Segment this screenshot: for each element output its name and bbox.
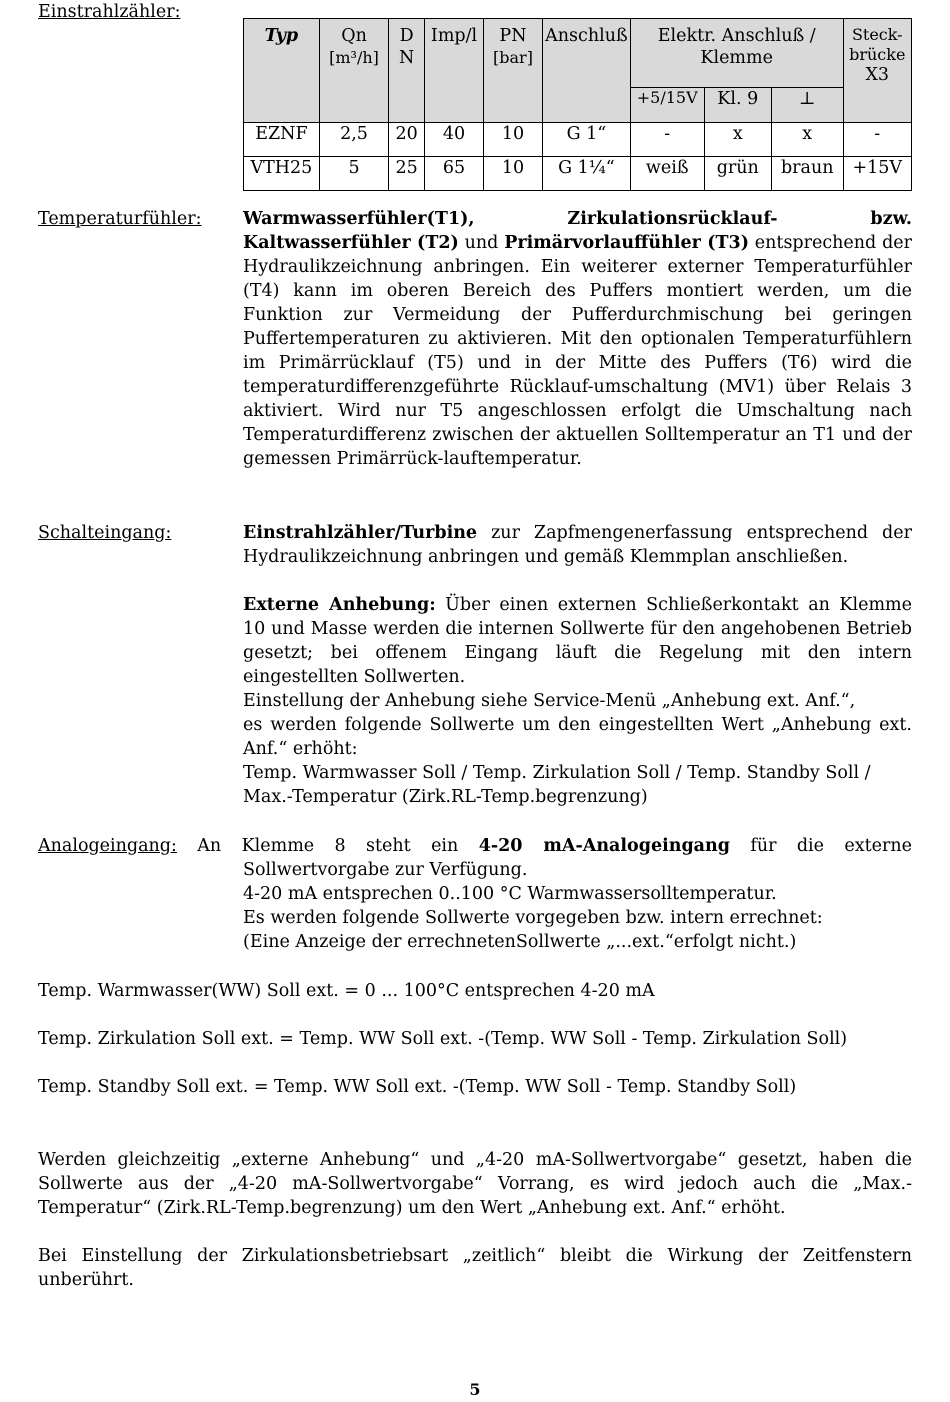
- meter-spec-table: [243, 18, 912, 191]
- table-cell: 25: [389, 157, 425, 191]
- header-sub-ground: ⊥: [771, 88, 843, 123]
- table-cell: braun: [771, 157, 843, 191]
- section-heading-einstrahlzaehler: Einstrahlzähler:: [38, 2, 181, 22]
- table-cell: EZNF: [244, 123, 320, 157]
- label-temperaturfuehler: Temperaturfühler:: [38, 209, 202, 229]
- header-dn: D N: [389, 19, 425, 123]
- paragraph-temperaturfuehler: Warmwasserfühler(T1), Zirkulationsrücklauf- bzw. Kaltwasserfühler (T2) und Primärvorlauffühler (T3) entsprechend der Hydraulikzeichnung anbringen. Ein weiterer externer Temperaturfühler (T4) kann im oberen Bereich des Puffers montiert werden, um die Funktion zur Vermeidung der Pufferdurchmischung bei geringen Puffertemperaturen zu aktivieren. Mit den optionalen Temperaturfühlern im Primärrücklauf (T5) und in der Mitte des Puffers (T6) wird die temperaturdifferenzgeführte Rücklauf-umschaltung (MV1) über Relais 3 aktiviert. Wird nur T5 angeschlossen erfolgt die Umschaltung nach Temperaturdifferenz zwischen der aktuellen Solltemperatur an T1 und der gemessen Primärrück-lauftemperatur.: [243, 209, 912, 469]
- text-analog-line5: (Eine Anzeige der errechnetenSollwerte „...ext.“erfolgt nicht.): [243, 932, 797, 952]
- table-row: [244, 123, 912, 157]
- text-sollwert-liste: Temp. Warmwasser Soll / Temp. Zirkulation Soll / Temp. Standby Soll / Max.-Temperatur (Zirk.RL-Temp.begrenzung): [243, 763, 871, 807]
- table-cell: x: [704, 123, 771, 157]
- header-anschluss: Anschluß: [542, 19, 630, 123]
- table-cell: VTH25: [244, 157, 320, 191]
- paragraph-vorrang: Werden gleichzeitig „externe Anhebung“ und „4-20 mA-Sollwertvorgabe“ gesetzt, haben die Sollwerte aus der „4-20 mA-Sollwertvorgabe“ Vorrang, es wird jedoch auch die „Max.-Temperatur“ (Zirk.RL-Temp.begrenzung) um den Wert „Anhebung ext. Anf.“ erhöht.: [38, 1150, 912, 1218]
- table-cell: 65: [425, 157, 484, 191]
- header-elektr-anschluss: Elektr. Anschluß / Klemme: [630, 19, 843, 88]
- text-analog-line2: Sollwertvorgabe zur Verfügung.: [243, 860, 528, 880]
- table-cell: x: [771, 123, 843, 157]
- text-analog-line3: 4-20 mA entsprechen 0..100 °C Warmwassersolltemperatur.: [243, 884, 777, 904]
- table-cell: G 1“: [542, 123, 630, 157]
- text-einstellung-anhebung: Einstellung der Anhebung siehe Service-Menü „Anhebung ext. Anf.“,: [243, 691, 856, 711]
- header-pn: PN [bar]: [484, 19, 543, 123]
- table-cell: 10: [484, 157, 543, 191]
- header-imp: Imp/l: [425, 19, 484, 123]
- header-typ: Typ: [244, 19, 320, 123]
- text-sollwerte-erhoeht: es werden folgende Sollwerte um den eingestellten Wert „Anhebung ext. Anf.“ erhöht:: [243, 715, 912, 759]
- table-cell: 2,5: [319, 123, 388, 157]
- table-cell: -: [630, 123, 704, 157]
- table-cell: G 1¼“: [542, 157, 630, 191]
- text-analog-line4: Es werden folgende Sollwerte vorgegeben bzw. intern errechnet:: [243, 908, 823, 928]
- label-analogeingang: Analogeingang:: [38, 836, 177, 856]
- page-number: 5: [469, 1380, 481, 1399]
- formula-standby: Temp. Standby Soll ext. = Temp. WW Soll ext. -(Temp. WW Soll - Temp. Standby Soll): [38, 1077, 797, 1097]
- paragraph-externe-anhebung: Externe Anhebung: Über einen externen Schließerkontakt an Klemme 10 und Masse werden die internen Sollwerte für den angehobenen Betrieb gesetzt; bei offenem Eingang läuft die Regelung mit den intern eingestellten Sollwerten.: [243, 595, 912, 687]
- paragraph-einstrahlzaehler-turbine: Einstrahlzähler/Turbine zur Zapfmengenerfassung entsprechend der Hydraulikzeichnung anbringen und gemäß Klemmplan anschließen.: [243, 523, 912, 567]
- header-sub-kl9: Kl. 9: [704, 88, 771, 123]
- table-cell: grün: [704, 157, 771, 191]
- header-steckbruecke: Steck- brücke X3: [843, 19, 911, 123]
- header-sub-5-15v: +5/15V: [630, 88, 704, 123]
- formula-warmwasser: Temp. Warmwasser(WW) Soll ext. = 0 ... 100°C entsprechen 4-20 mA: [38, 981, 655, 1001]
- table-cell: +15V: [843, 157, 911, 191]
- table-cell: weiß: [630, 157, 704, 191]
- paragraph-zeitlich: Bei Einstellung der Zirkulationsbetriebsart „zeitlich“ bleibt die Wirkung der Zeitfenstern unberührt.: [38, 1246, 912, 1290]
- table-cell: 20: [389, 123, 425, 157]
- table-cell: 40: [425, 123, 484, 157]
- table-cell: -: [843, 123, 911, 157]
- table-cell: 10: [484, 123, 543, 157]
- paragraph-analogeingang-line1: Analogeingang: An Klemme 8 steht ein 4-20 mA-Analogeingang für die externe: [38, 836, 912, 856]
- label-schalteingang: Schalteingang:: [38, 523, 172, 543]
- header-qn: Qn [m³/h]: [319, 19, 388, 123]
- table-row: [244, 157, 912, 191]
- table-cell: 5: [319, 157, 388, 191]
- formula-zirkulation: Temp. Zirkulation Soll ext. = Temp. WW Soll ext. -(Temp. WW Soll - Temp. Zirkulation Soll): [38, 1029, 848, 1049]
